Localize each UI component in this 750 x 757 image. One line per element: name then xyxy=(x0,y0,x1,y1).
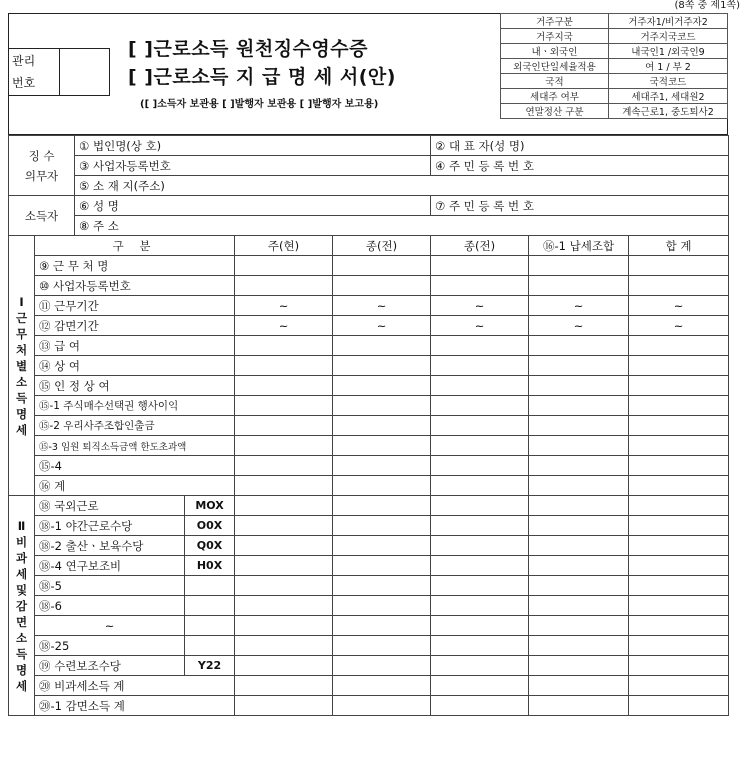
row-label: ⑱-4 연구보조비 xyxy=(35,556,185,576)
table-row xyxy=(9,296,729,316)
row-label: ⑳ 비과세소득 계 xyxy=(35,676,235,696)
amount-cell[interactable] xyxy=(431,396,529,416)
amount-cell[interactable] xyxy=(235,696,333,716)
amount-cell[interactable] xyxy=(431,696,529,716)
amount-cell[interactable] xyxy=(333,436,431,456)
amount-cell[interactable] xyxy=(529,416,629,436)
amount-cell[interactable] xyxy=(629,696,729,716)
amount-cell[interactable] xyxy=(629,556,729,576)
col-header-category: 구 분 xyxy=(35,236,235,256)
table-row xyxy=(9,656,729,676)
amount-cell[interactable] xyxy=(629,536,729,556)
earner-name-field[interactable]: ⑥ 성 명 xyxy=(75,196,431,216)
amount-cell[interactable] xyxy=(629,576,729,596)
amount-cell[interactable]: ~ xyxy=(333,296,431,316)
amount-cell[interactable] xyxy=(333,696,431,716)
amount-cell[interactable] xyxy=(629,336,729,356)
tax-code xyxy=(185,616,235,636)
table-row xyxy=(9,516,729,536)
amount-cell[interactable] xyxy=(431,616,529,636)
amount-cell[interactable] xyxy=(333,416,431,436)
col-header-prev1: 종(전) xyxy=(333,236,431,256)
amount-cell[interactable] xyxy=(431,376,529,396)
amount-cell[interactable] xyxy=(235,256,333,276)
table-row xyxy=(9,436,729,456)
row-label: ⑮-3 임원 퇴직소득금액 한도초과액 xyxy=(35,436,235,456)
amount-cell[interactable] xyxy=(529,456,629,476)
table-row xyxy=(9,536,729,556)
row-label: ⑱ 국외근로 xyxy=(35,496,185,516)
table-row xyxy=(9,396,729,416)
amount-cell[interactable] xyxy=(529,496,629,516)
amount-cell[interactable] xyxy=(235,336,333,356)
amount-cell[interactable]: ~ xyxy=(431,296,529,316)
amount-cell[interactable] xyxy=(629,396,729,416)
tax-code: Y22 xyxy=(185,656,235,676)
amount-cell[interactable] xyxy=(235,676,333,696)
amount-cell[interactable] xyxy=(431,356,529,376)
amount-cell[interactable] xyxy=(629,416,729,436)
amount-cell[interactable] xyxy=(333,576,431,596)
resident-row xyxy=(501,104,728,119)
row-label: ⑱-2 출산ㆍ보육수당 xyxy=(35,536,185,556)
amount-cell[interactable]: ~ xyxy=(529,296,629,316)
amount-cell[interactable] xyxy=(629,596,729,616)
amount-cell[interactable] xyxy=(235,516,333,536)
amount-cell[interactable] xyxy=(629,476,729,496)
amount-cell[interactable] xyxy=(235,376,333,396)
amount-cell[interactable] xyxy=(629,656,729,676)
income-statement-table xyxy=(8,135,729,716)
amount-cell[interactable] xyxy=(629,636,729,656)
amount-cell[interactable] xyxy=(431,636,529,656)
amount-cell[interactable] xyxy=(629,376,729,396)
section1-title: Ⅰ 근 무 처 별 소 득 명 세 xyxy=(9,236,35,496)
row-label: ⑱-25 xyxy=(35,636,185,656)
amount-cell[interactable] xyxy=(529,256,629,276)
resident-row xyxy=(501,14,728,29)
resident-value[interactable]: 국적코드 xyxy=(608,74,727,89)
amount-cell[interactable] xyxy=(431,336,529,356)
resident-value[interactable]: 계속근로1, 중도퇴사2 xyxy=(608,104,727,119)
table-row xyxy=(9,556,729,576)
amount-cell[interactable] xyxy=(333,276,431,296)
amount-cell[interactable]: ~ xyxy=(235,316,333,336)
amount-cell[interactable] xyxy=(333,396,431,416)
representative-field[interactable]: ② 대 표 자(성 명) xyxy=(431,136,729,156)
amount-cell[interactable] xyxy=(529,436,629,456)
row-label: ⑮-2 우리사주조합인출금 xyxy=(35,416,235,436)
table-row xyxy=(9,316,729,336)
resident-value[interactable]: 여 1 / 부 2 xyxy=(608,59,727,74)
section2-title: Ⅱ 비 과 세 및 감 면 소 득 명 세 xyxy=(9,496,35,716)
amount-cell[interactable] xyxy=(235,496,333,516)
amount-cell[interactable] xyxy=(529,576,629,596)
amount-cell[interactable] xyxy=(431,256,529,276)
row-label: ⑮ 인 정 상 여 xyxy=(35,376,235,396)
resident-value[interactable]: 거주자1/비거주자2 xyxy=(608,14,727,29)
amount-cell[interactable] xyxy=(529,636,629,656)
business-number-field[interactable]: ③ 사업자등록번호 xyxy=(75,156,431,176)
tax-code: MOX xyxy=(185,496,235,516)
amount-cell[interactable] xyxy=(629,516,729,536)
amount-cell[interactable] xyxy=(333,476,431,496)
col-header-prev2: 종(전) xyxy=(431,236,529,256)
amount-cell[interactable] xyxy=(431,596,529,616)
resident-label: 외국인단일세율적용 xyxy=(501,59,609,74)
amount-cell[interactable] xyxy=(235,656,333,676)
amount-cell[interactable] xyxy=(235,456,333,476)
corp-name-field[interactable]: ① 법인명(상 호) xyxy=(75,136,431,156)
table-row xyxy=(9,256,729,276)
amount-cell[interactable] xyxy=(529,696,629,716)
amount-cell[interactable] xyxy=(529,536,629,556)
resident-row xyxy=(501,74,728,89)
row-label: ⑨ 근 무 처 명 xyxy=(35,256,235,276)
amount-cell[interactable]: ~ xyxy=(235,296,333,316)
table-row xyxy=(9,336,729,356)
amount-cell[interactable] xyxy=(333,556,431,576)
earner-rrn-field[interactable]: ⑦ 주 민 등 록 번 호 xyxy=(431,196,729,216)
amount-cell[interactable] xyxy=(333,376,431,396)
table-row xyxy=(9,636,729,656)
row-label: ⑬ 급 여 xyxy=(35,336,235,356)
amount-cell[interactable] xyxy=(235,536,333,556)
management-number-label: 관리 번호 xyxy=(8,48,60,96)
resident-label: 거주지국 xyxy=(501,29,609,44)
amount-cell[interactable] xyxy=(529,676,629,696)
amount-cell[interactable] xyxy=(629,356,729,376)
amount-cell[interactable] xyxy=(529,276,629,296)
table-row xyxy=(9,616,729,636)
row-label: ⑯ 계 xyxy=(35,476,235,496)
amount-cell[interactable] xyxy=(529,556,629,576)
col-header-total: 합 계 xyxy=(629,236,729,256)
resident-value[interactable]: 내국인1 /외국인9 xyxy=(608,44,727,59)
page-number-note: (8쪽 중 제1쪽) xyxy=(674,0,740,11)
amount-cell[interactable] xyxy=(333,676,431,696)
amount-cell[interactable]: ~ xyxy=(629,316,729,336)
amount-cell[interactable] xyxy=(529,476,629,496)
amount-cell[interactable] xyxy=(235,356,333,376)
row-label: ⑪ 근무기간 xyxy=(35,296,235,316)
payer-rrn-field[interactable]: ④ 주 민 등 록 번 호 xyxy=(431,156,729,176)
row-label: ⑮-4 xyxy=(35,456,235,476)
resident-status-box xyxy=(500,13,728,119)
amount-cell[interactable] xyxy=(431,496,529,516)
amount-cell[interactable] xyxy=(529,596,629,616)
amount-cell[interactable] xyxy=(431,536,529,556)
amount-cell[interactable] xyxy=(333,256,431,276)
resident-label: 연말정산 구분 xyxy=(501,104,609,119)
tax-code: O0X xyxy=(185,516,235,536)
amount-cell[interactable] xyxy=(235,396,333,416)
table-row xyxy=(9,596,729,616)
row-label: ⑱-6 xyxy=(35,596,185,616)
tax-code xyxy=(185,576,235,596)
amount-cell[interactable] xyxy=(431,656,529,676)
row-label: ⑲ 수련보조수당 xyxy=(35,656,185,676)
row-label: ⑫ 감면기간 xyxy=(35,316,235,336)
row-label: ~ xyxy=(35,616,185,636)
resident-row xyxy=(501,59,728,74)
table-row xyxy=(9,496,729,516)
row-label: ⑳-1 감면소득 계 xyxy=(35,696,235,716)
col-header-current: 주(현) xyxy=(235,236,333,256)
payer-address-field[interactable]: ⑤ 소 재 지(주소) xyxy=(75,176,729,196)
table-row xyxy=(9,416,729,436)
amount-cell[interactable] xyxy=(431,576,529,596)
amount-cell[interactable] xyxy=(235,616,333,636)
amount-cell[interactable] xyxy=(529,656,629,676)
amount-cell[interactable] xyxy=(629,276,729,296)
table-row xyxy=(9,276,729,296)
title-statement: [ ]근로소득 지 급 명 세 서(안) xyxy=(128,66,396,88)
resident-label: 세대주 여부 xyxy=(501,89,609,104)
amount-cell[interactable] xyxy=(431,276,529,296)
table-row xyxy=(9,676,729,696)
amount-cell[interactable] xyxy=(333,516,431,536)
tax-code: Q0X xyxy=(185,536,235,556)
amount-cell[interactable] xyxy=(431,436,529,456)
amount-cell[interactable] xyxy=(431,476,529,496)
tax-code xyxy=(185,636,235,656)
amount-cell[interactable] xyxy=(235,476,333,496)
amount-cell[interactable] xyxy=(235,556,333,576)
resident-value[interactable]: 거주지국코드 xyxy=(608,29,727,44)
amount-cell[interactable] xyxy=(629,436,729,456)
tax-code: H0X xyxy=(185,556,235,576)
resident-row xyxy=(501,89,728,104)
amount-cell[interactable] xyxy=(333,536,431,556)
earner-group-label: 소득자 xyxy=(9,196,75,236)
tax-code xyxy=(185,596,235,616)
resident-value[interactable]: 세대주1, 세대원2 xyxy=(608,89,727,104)
table-row xyxy=(9,476,729,496)
amount-cell[interactable] xyxy=(431,416,529,436)
amount-cell[interactable] xyxy=(235,276,333,296)
amount-cell[interactable] xyxy=(629,456,729,476)
amount-cell[interactable]: ~ xyxy=(431,316,529,336)
amount-cell[interactable] xyxy=(529,616,629,636)
title-receipt: [ ]근로소득 원천징수영수증 xyxy=(128,38,368,60)
amount-cell[interactable] xyxy=(431,676,529,696)
amount-cell[interactable] xyxy=(431,556,529,576)
earner-address-field[interactable]: ⑧ 주 소 xyxy=(75,216,729,236)
col-header-tax-union: ⑯-1 납세조합 xyxy=(529,236,629,256)
resident-label: 내ㆍ외국인 xyxy=(501,44,609,59)
amount-cell[interactable] xyxy=(629,256,729,276)
amount-cell[interactable] xyxy=(333,336,431,356)
amount-cell[interactable] xyxy=(431,516,529,536)
amount-cell[interactable] xyxy=(529,516,629,536)
resident-label: 거주구분 xyxy=(501,14,609,29)
amount-cell[interactable] xyxy=(629,496,729,516)
amount-cell[interactable] xyxy=(431,456,529,476)
amount-cell[interactable] xyxy=(235,596,333,616)
amount-cell[interactable] xyxy=(333,616,431,636)
table-row xyxy=(9,356,729,376)
amount-cell[interactable] xyxy=(333,356,431,376)
row-label: ⑮-1 주식매수선택권 행사이익 xyxy=(35,396,235,416)
amount-cell[interactable] xyxy=(629,616,729,636)
copy-type-checkboxes[interactable]: ([ ]소득자 보관용 [ ]발행자 보관용 [ ]발행자 보고용) xyxy=(140,99,379,110)
amount-cell[interactable] xyxy=(529,356,629,376)
amount-cell[interactable] xyxy=(235,636,333,656)
amount-cell[interactable]: ~ xyxy=(529,316,629,336)
amount-cell[interactable]: ~ xyxy=(333,316,431,336)
amount-cell[interactable] xyxy=(629,676,729,696)
payer-group-label: 징 수 의무자 xyxy=(9,136,75,196)
amount-cell[interactable] xyxy=(235,416,333,436)
amount-cell[interactable] xyxy=(235,576,333,596)
row-label: ⑩ 사업자등록번호 xyxy=(35,276,235,296)
table-row xyxy=(9,696,729,716)
table-row xyxy=(9,576,729,596)
amount-cell[interactable] xyxy=(333,596,431,616)
resident-row xyxy=(501,44,728,59)
amount-cell[interactable] xyxy=(235,436,333,456)
table-row xyxy=(9,376,729,396)
amount-cell[interactable] xyxy=(529,336,629,356)
amount-cell[interactable] xyxy=(333,496,431,516)
resident-row xyxy=(501,29,728,44)
row-label: ⑭ 상 여 xyxy=(35,356,235,376)
amount-cell[interactable]: ~ xyxy=(629,296,729,316)
row-label: ⑱-5 xyxy=(35,576,185,596)
resident-label: 국적 xyxy=(501,74,609,89)
amount-cell[interactable] xyxy=(529,376,629,396)
row-label: ⑱-1 야간근로수당 xyxy=(35,516,185,536)
table-row xyxy=(9,456,729,476)
amount-cell[interactable] xyxy=(333,656,431,676)
amount-cell[interactable] xyxy=(529,396,629,416)
amount-cell[interactable] xyxy=(333,636,431,656)
amount-cell[interactable] xyxy=(333,456,431,476)
